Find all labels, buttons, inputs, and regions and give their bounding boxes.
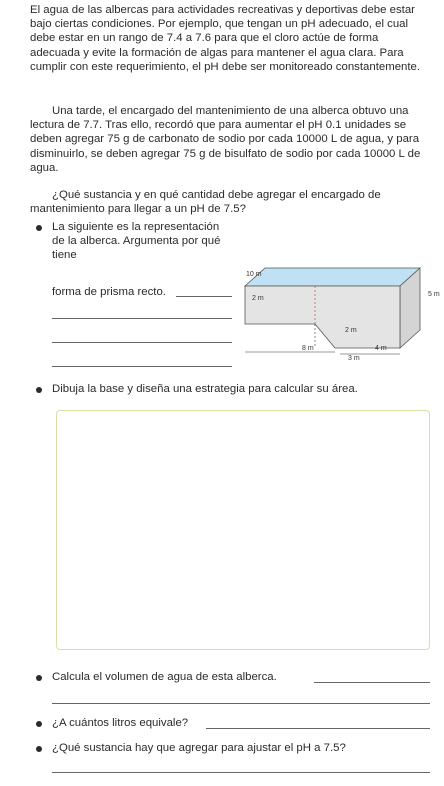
bullet-q3 [36,675,42,681]
answer-line-q1-2[interactable] [52,318,232,319]
bullet-q2 [36,387,42,393]
answer-line-q3-1[interactable] [314,682,430,683]
answer-line-q5[interactable] [52,772,430,773]
intro-paragraph-1: El agua de las albercas para actividades recreativas y deportivas debe estar bajo ciertas condiciones. Por ejemplo, que tengan un pH adecuado, el cual debe estar en un rango de 7.4 a 7.6 para que el cloro actúe de forma adecuada y evite la formación de algas para mantener el agua clara. Para cumplir con este requerimiento, el pH debe ser monitoreado constantemente. [30,4,421,73]
question-base-text: Dibuja la base y diseña una estrategia para calcular su área. [52,383,358,395]
intro-paragraph-2: Una tarde, el encargado del mantenimiento de una alberca obtuvo una lectura de 7.7. Tras ello, recordó que para aumentar el pH 0.1 unidades se deben agregar 75 g de carbonato de sodio por cada 10000 L de agua, y para disminuirlo, se deben agregar 75 g de bisulfato de sodio por cada 10000 L de agua. [30,105,421,174]
label-depth-left: 2 m [252,295,264,302]
answer-line-q1-4[interactable] [52,366,232,367]
answer-line-q4[interactable] [206,728,430,729]
label-len-top: 10 m [246,271,262,278]
question-substance-text: ¿Qué sustancia hay que agregar para ajustar el pH a 7.5? [52,742,346,754]
pool-front-face [245,286,400,348]
label-shallow-len: 4 m [375,345,387,352]
bullet-q5 [36,746,42,752]
pool-top-face [245,268,420,286]
label-slope-len: 3 m [348,355,360,362]
drawing-answer-box[interactable] [56,410,430,650]
bullet-q4 [36,721,42,727]
question-prism-text-end: forma de prisma recto. [52,286,166,298]
label-step-mid: 2 m [345,327,357,334]
question-volume-text: Calcula el volumen de agua de esta alberca. [52,671,277,683]
label-width-bottom: 8 m [302,345,314,352]
bullet-q1 [36,225,42,231]
question-liters-text: ¿A cuántos litros equivale? [52,717,189,729]
answer-line-q1-1[interactable] [176,296,232,297]
question-prism-text: La siguiente es la representación de la alberca. Argumenta por qué tiene [52,221,221,262]
pool-prism-figure [240,262,444,366]
label-height-right: 5 m [428,291,440,298]
answer-line-q3-2[interactable] [52,703,430,704]
intro-question: ¿Qué sustancia y en qué cantidad debe agregar el encargado de mantenimiento para llegar a un pH de 7.5? [30,189,381,216]
answer-line-q1-3[interactable] [52,342,232,343]
